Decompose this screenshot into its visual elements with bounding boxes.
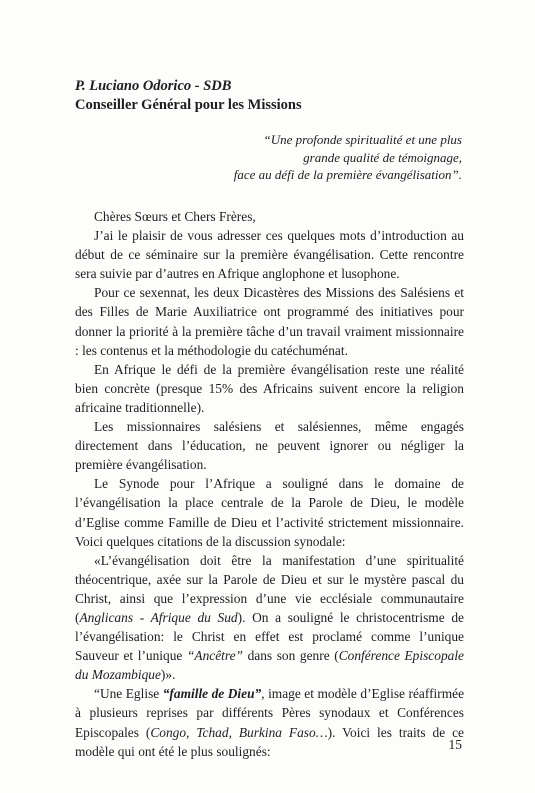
paragraph-missionnaires: Les missionnaires salésiens et salésiennes, même engagés directement dans l’éducation, ne peuvent ignorer ou négliger la première évangélisation.	[75, 419, 464, 473]
salutation: Chères Sœurs et Chers Frères,	[94, 209, 256, 224]
citation-ancetre: “Ancêtre”	[186, 648, 243, 664]
epigraph-line-3: face au défi de la première évangélisation”.	[233, 167, 462, 182]
epigraph-quote	[102, 131, 462, 184]
paragraph-famille: “Une Eglise “famille de Dieu”, image et modèle d’Eglise réaffirmée à plusieurs reprises par différents Pères synodaux et Conférences Episcopales (Congo, Tchad, Burkina Faso…). Voici les traits de ce modèle qui ont été le plus soulignés:	[75, 686, 465, 759]
author-title: Conseiller Général pour les Missions	[75, 97, 302, 113]
paragraph-afrique: En Afrique le défi de la première évangélisation reste une réalité bien concrète (presque 15% des Africains suivent encore la religion africaine traditionnelle).	[75, 361, 464, 415]
epigraph-line-2: grande qualité de témoignage,	[303, 149, 462, 165]
epigraph-line-1: “Une profonde spiritualité et une plus	[263, 132, 462, 147]
conferences-list: Congo, Tchad, Burkina Faso…	[150, 724, 328, 740]
body-text	[75, 207, 464, 761]
paragraph-sexennat: Pour ce sexennat, les deux Dicastères des Missions des Salésiens et des Filles de Marie Auxiliatrice ont programmé des initiatives pour donner la priorité à la première tâche d’un travail vraiment missionnaire : les contenus et la méthodologie du catéchuménat.	[75, 285, 464, 358]
famille-de-dieu-emphasis: “famille de Dieu”	[162, 686, 262, 702]
paragraph-intro: J’ai le plaisir de vous adresser ces quelques mots d’introduction au début de ce séminaire sur la première évangélisation. Cette rencontre sera suivie par d’autres en Afrique anglophone et lusophone.	[75, 228, 464, 282]
author-name: P. Luciano Odorico - SDB	[75, 78, 232, 94]
page-number: 15	[448, 737, 462, 752]
citation-source-mozambique: Conférence Episcopale du Mozambique	[75, 648, 464, 683]
paragraph-citation: «L’évangélisation doit être la manifestation d’une spiritualité théocentrique, axée sur la Parole de Dieu et sur le mystère pascal du Christ, ainsi que l’expression d’une vie ecclésiale communautaire (Anglicans - Afrique du Sud). On a souligné le christocentrisme de l’évangélisation: le Christ en effet est proclamé comme l’unique Sauveur et l’unique “Ancêtre” dans son genre (Conférence Episcopale du Mozambique)».	[75, 552, 464, 683]
citation-source-anglicans: Anglicans - Afrique du Sud	[79, 609, 238, 625]
paragraph-synode: Le Synode pour l’Afrique a souligné dans le domaine de l’évangélisation la place centrale de la Parole de Dieu, le modèle d’Eglise comme Famille de Dieu et l’activité strictement missionnaire. Voici quelques citations de la discussion synodale:	[75, 476, 464, 549]
